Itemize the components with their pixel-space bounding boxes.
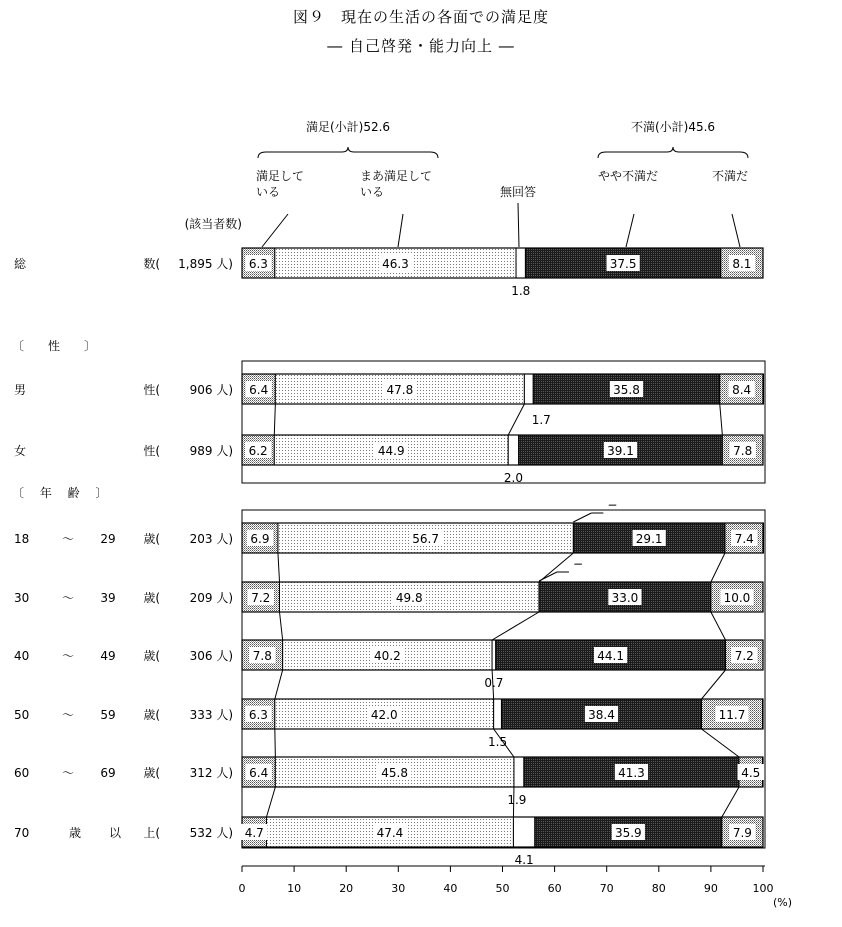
row-count: 209 人) [189,591,233,605]
x-tick-label: 40 [443,882,458,895]
row-label: 70 [14,826,30,840]
legend-leader-line [732,214,740,247]
x-tick-label: 80 [651,882,666,895]
subtotal-bracket [258,147,438,158]
value-label: 4.5 [741,766,761,780]
bar-segment-3 [514,757,524,787]
legend-label: いる [360,185,385,199]
x-tick-label: 70 [599,882,614,895]
bar-segment-3 [513,817,534,847]
value-label: 6.2 [248,444,268,458]
chart-subtitle: ― 自己啓発・能力向上 ― [327,37,515,55]
row-count: 1,895 人) [178,257,233,271]
bar-segment-3 [492,640,496,670]
segment-connector [702,670,726,699]
value-label-no-answer: − [572,557,584,571]
row-count: 312 人) [189,766,233,780]
subtotal-label: 不満(小計)45.6 [630,120,716,134]
section-label-gender: 〔 性 〕 [12,339,97,353]
legend-label: 無回答 [499,185,537,199]
value-label-no-answer: 1.5 [488,735,508,749]
row-label: 29 [100,532,116,546]
value-label: 7.2 [734,649,754,663]
row-label: 歳( [143,766,160,780]
value-label-no-answer: 0.7 [484,676,504,690]
value-label: 4.7 [244,826,264,840]
row-label: 歳( [143,649,160,663]
value-label: 11.7 [718,708,746,722]
row-label: 性( [143,383,160,397]
x-tick-label: 60 [547,882,562,895]
segment-connector [508,404,524,435]
value-label-no-answer: 1.7 [531,413,551,427]
row-label: 30 [14,591,30,605]
value-label: 35.9 [614,826,642,840]
value-label: 6.3 [248,708,268,722]
bar-segment-3 [524,374,533,404]
x-tick-label: 90 [703,882,718,895]
row-label: 〜 [61,591,75,605]
segment-connector [280,612,283,640]
legend-label: まあ満足して [360,169,433,183]
row-label: 〜 [61,708,75,722]
segment-connector [711,612,726,640]
x-unit-label: (%) [773,896,793,909]
subtotal-bracket [598,147,748,158]
segment-connector [275,729,276,757]
value-label: 41.3 [618,766,645,780]
x-tick-label: 100 [752,882,774,895]
row-label: 50 [14,708,30,722]
segment-connector [702,729,740,757]
x-tick-label: 10 [287,882,302,895]
value-label: 29.1 [635,532,663,546]
legend-label: 満足して [256,169,305,183]
segment-connector [275,670,283,699]
row-label: 歳( [143,532,160,546]
value-label: 44.1 [597,649,624,663]
value-label: 47.8 [386,383,414,397]
legend-label: やや不満だ [597,169,659,183]
value-label-no-answer: 1.8 [511,284,531,298]
value-label: 7.8 [733,444,753,458]
value-leader-line [573,513,591,522]
value-label: 7.9 [732,826,752,840]
value-label: 46.3 [382,257,409,271]
value-label: 10.0 [723,591,751,605]
segment-connector [539,553,573,582]
segment-connector [492,612,539,640]
value-label: 7.4 [734,532,754,546]
value-label: 39.1 [607,444,634,458]
row-label: 以 [108,826,122,840]
value-label-no-answer: − [607,498,618,512]
segment-connector [722,787,739,817]
value-label: 6.4 [249,766,269,780]
legend-label: 不満だ [711,169,749,183]
row-count: 306 人) [189,649,233,663]
value-label: 56.7 [412,532,440,546]
subtotal-label: 満足(小計)52.6 [305,120,391,134]
row-label: 男 [14,383,27,397]
count-header: (該当者数) [184,217,242,231]
segment-connector [278,553,280,582]
segment-connector [720,404,723,435]
legend-leader-line [626,214,634,247]
bar-segment-3 [494,699,502,729]
value-label-no-answer: 4.1 [514,853,534,867]
value-label: 35.8 [613,383,640,397]
legend-leader-line [398,214,403,247]
row-label: 女 [14,444,27,458]
row-label: 歳( [143,708,160,722]
row-label: 〜 [61,532,75,546]
segment-connector [711,553,725,582]
row-label: 総 [14,257,27,271]
segment-connector [274,404,275,435]
legend-leader-line [518,203,519,247]
value-label-no-answer: 1.9 [507,793,527,807]
value-label: 6.4 [249,383,269,397]
row-label: 数( [143,257,160,271]
value-label: 6.9 [250,532,270,546]
value-label: 8.1 [732,257,752,271]
x-tick-label: 50 [495,882,510,895]
group-frame-age [242,510,765,848]
row-label: 歳( [143,591,160,605]
row-label: 〜 [61,766,75,780]
value-label: 49.8 [395,591,423,605]
section-label-age: 〔 年 齢 〕 [12,486,108,500]
row-label: 上( [143,826,160,840]
row-label: 39 [100,591,116,605]
value-label: 37.5 [609,257,637,271]
segment-connector [266,787,275,817]
bar-segment-3 [508,435,518,465]
value-leader-line [539,572,557,581]
row-label: 49 [100,649,116,663]
row-label: 〜 [61,649,75,663]
value-label: 7.8 [252,649,272,663]
chart-title: 図９ 現在の生活の各面での満足度 [292,8,549,26]
value-label: 8.4 [732,383,752,397]
row-label: 歳 [68,826,82,840]
row-label: 69 [100,766,116,780]
row-count: 989 人) [189,444,233,458]
row-count: 532 人) [189,826,233,840]
row-label: 60 [14,766,30,780]
row-label: 59 [100,708,116,722]
x-tick-label: 30 [391,882,406,895]
row-count: 203 人) [189,532,233,546]
legend-leader-line [262,214,288,247]
row-count: 906 人) [189,383,233,397]
value-label: 45.8 [381,766,409,780]
legend-label: いる [256,185,281,199]
bar-segment-3 [516,248,525,278]
value-label: 6.3 [248,257,268,271]
value-label-no-answer: 2.0 [503,471,523,485]
value-label: 33.0 [611,591,639,605]
value-label: 42.0 [370,708,398,722]
row-label: 性( [143,444,160,458]
row-label: 18 [14,532,30,546]
x-tick-label: 20 [339,882,354,895]
row-count: 333 人) [189,708,233,722]
value-label: 7.2 [251,591,271,605]
value-label: 47.4 [376,826,404,840]
value-label: 44.9 [377,444,405,458]
row-label: 40 [14,649,30,663]
value-label: 38.4 [588,708,615,722]
value-label: 40.2 [373,649,401,663]
x-tick-label: 0 [238,882,246,895]
